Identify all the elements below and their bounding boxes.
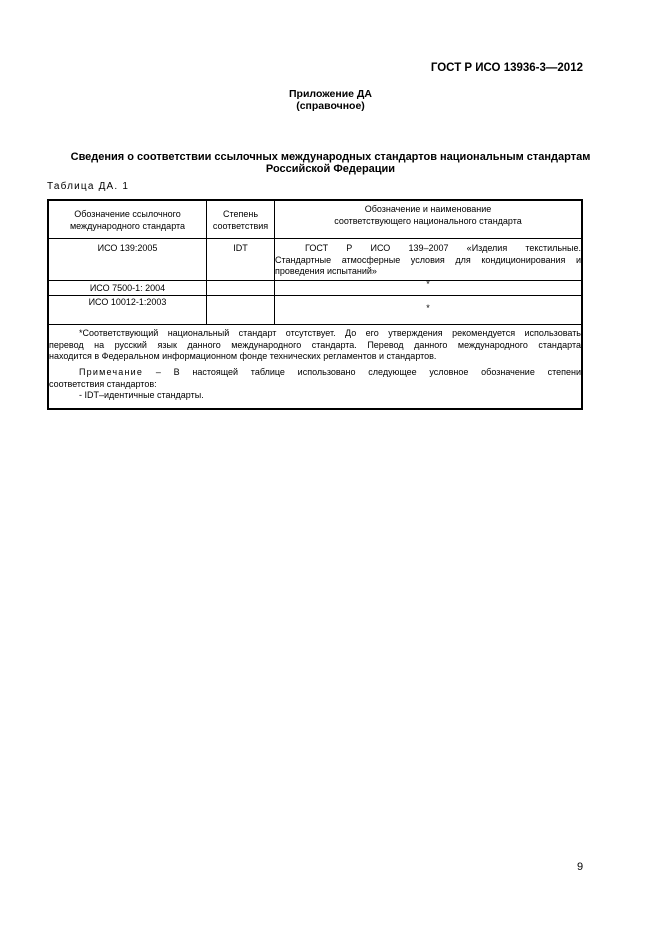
annex-title: Приложение ДА (289, 88, 372, 100)
header-divider (49, 238, 581, 239)
note-line1 (49, 367, 581, 379)
row1-national-line2: Стандартные атмосферные условия для кондиционирования и (275, 254, 581, 265)
table-caption: Таблица ДА. 1 (47, 181, 130, 192)
header-standard-line2: международного стандарта (69, 220, 186, 231)
note-label: Примечание (79, 367, 144, 377)
header-cell-national (275, 204, 581, 227)
row2-national: * (426, 279, 430, 289)
row1-national (275, 243, 581, 278)
section-heading-line2: Российской Федерации (265, 163, 396, 175)
header-cell-degree (207, 209, 274, 232)
header-national-line2: соответствующего национального стандарта (334, 215, 522, 226)
table-footnote (49, 328, 581, 363)
header-national-line1: Обозначение и наименование (364, 204, 492, 214)
row3-national: * (426, 303, 430, 313)
header-cell-standard (49, 209, 206, 232)
row-divider-3 (49, 324, 581, 325)
note-line1-text: – В настоящей таблице использовано следующее условное обозначение степени (155, 367, 581, 377)
note-line2: соответствия стандартов: (49, 378, 157, 389)
row1-degree: IDT (233, 243, 248, 253)
row-divider-2 (49, 295, 581, 296)
row3-standard: ИСО 10012-1:2003 (88, 297, 167, 307)
table-note (49, 367, 581, 402)
section-heading-line1: Сведения о соответствии ссылочных международных стандартов национальным стандартам (70, 151, 591, 163)
document-code: ГОСТ Р ИСО 13936-3—2012 (430, 62, 583, 74)
row1-national-line1: ГОСТ Р ИСО 139–2007 «Изделия текстильные. (305, 243, 581, 253)
header-degree-line2: соответствия (212, 220, 269, 231)
footnote-line1: *Соответствующий национальный стандарт отсутствует. До его утверждения рекомендуется использовать (79, 328, 581, 338)
conformity-table (47, 199, 583, 410)
annex-type: (справочное) (296, 100, 365, 112)
header-standard-line1: Обозначение ссылочного (74, 209, 181, 219)
page-number: 9 (577, 861, 584, 873)
header-degree-line1: Степень (222, 209, 259, 219)
row2-standard: ИСО 7500-1: 2004 (89, 283, 166, 293)
row1-national-line3: проведения испытаний» (275, 266, 377, 276)
note-line3: - IDT–идентичные стандарты. (79, 390, 204, 400)
footnote-line3: находится в Федеральном информационном фонде технических регламентов и стандартов. (49, 351, 437, 361)
footnote-line2: перевод на русский язык данного международного стандарта. Перевод данного международного стандарта (49, 339, 581, 350)
row1-standard: ИСО 139:2005 (97, 243, 158, 253)
